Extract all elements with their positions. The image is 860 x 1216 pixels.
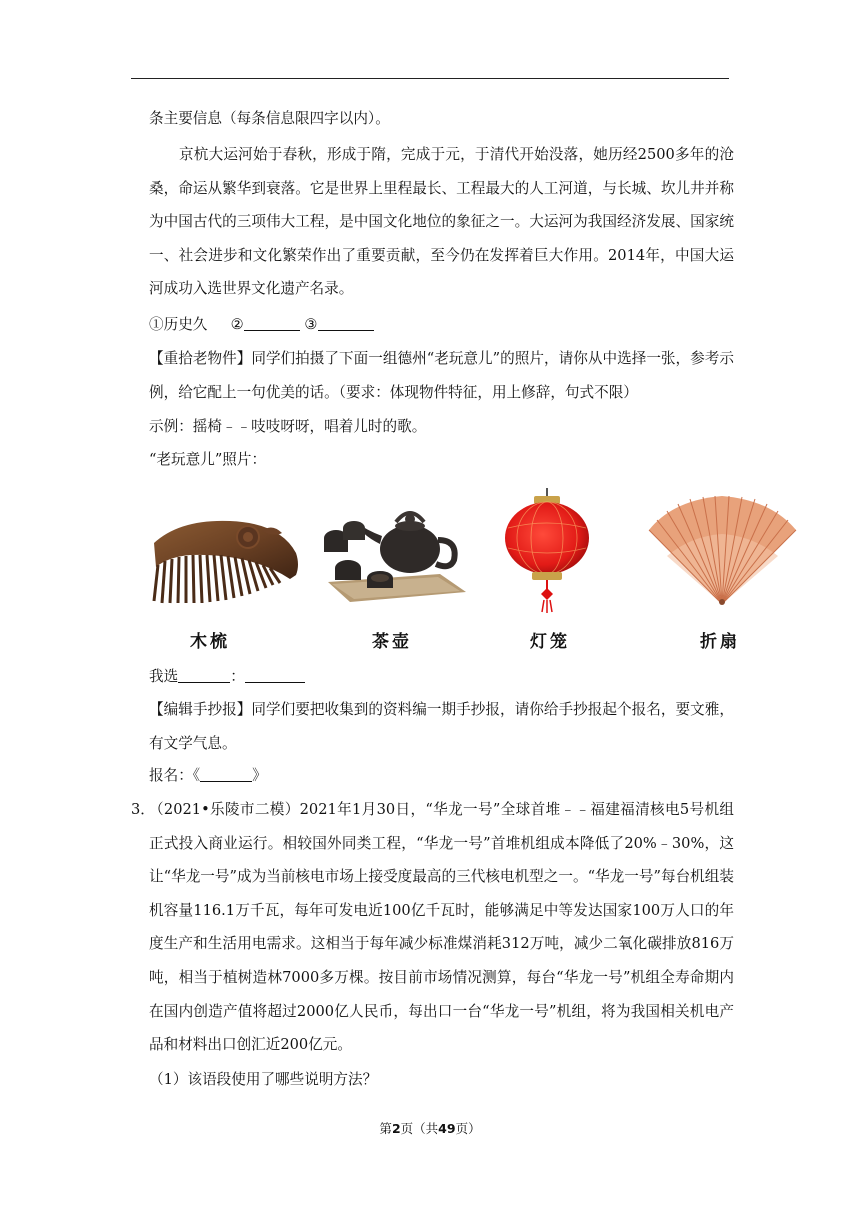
choose-colon: ： [230, 668, 245, 685]
newspaper-prompt [149, 693, 734, 760]
photos-label: “老玩意儿”照片： [149, 451, 267, 468]
caption-comb: 木梳 [190, 632, 230, 652]
question-3-sub1: （1）该语段使用了哪些说明方法？ [149, 1071, 378, 1088]
intro-line: 条主要信息（每条信息限四字以内）。 [149, 110, 390, 127]
newspaper-name-line [149, 759, 734, 793]
caption-teapot: 茶壶 [372, 632, 412, 652]
footer-pre: 第 [379, 1121, 392, 1136]
newspaper-text: 同学们要把收集到的资料编一期手抄报，请你给手抄报起个报名，要文雅，有文学气息。 [149, 701, 734, 752]
question-3-number: 3． [131, 801, 155, 818]
caption-lantern: 灯笼 [530, 632, 570, 652]
answer-2-label: ② [230, 316, 244, 333]
answer-1: ①历史久 [149, 316, 208, 333]
old-items-prompt [149, 342, 734, 409]
answer-3-blank[interactable] [318, 314, 374, 331]
choose-item-blank[interactable] [178, 666, 230, 683]
answer-line [149, 308, 734, 342]
choose-line [149, 660, 734, 694]
newspaper-heading: 【编辑手抄报】 [149, 701, 252, 718]
choose-sentence-blank[interactable] [245, 666, 305, 683]
comb-photo [150, 513, 300, 608]
footer-page-number: 2 [391, 1121, 401, 1136]
footer-mid: 页（共 [400, 1121, 439, 1136]
photo-row [150, 488, 800, 658]
page-footer [0, 1119, 860, 1137]
footer-total-pages: 49 [438, 1121, 456, 1136]
newspaper-name-blank[interactable] [200, 765, 252, 782]
header-rule [131, 78, 729, 79]
old-items-heading: 【重拾老物件】 [149, 350, 252, 367]
example-line: 示例：摇椅﹣﹣吱吱呀呀，唱着儿时的歌。 [149, 418, 427, 435]
footer-post: 页） [455, 1121, 481, 1136]
answer-3-label: ③ [304, 316, 318, 333]
old-items-text: 同学们拍摄了下面一组德州“老玩意儿”的照片，请你从中选择一张，参考示例，给它配上一句优美的话。（要求：体现物件特征，用上修辞，句式不限） [149, 350, 734, 401]
canal-paragraph: 京杭大运河始于春秋，形成于隋，完成于元，于清代开始没落，她历经2500多年的沧桑，命运从繁华到衰落。它是世界上里程最长、工程最大的人工河道，与长城、坎儿井并称为中国古代的三项伟大工程，是中国文化地位的象征之一。大运河为我国经济发展、国家统一、社会进步和文化繁荣作出了重要贡献，至今仍在发挥着巨大作用。2014年，中国大运河成功入选世界文化遗产名录。 [149, 146, 734, 298]
answer-2-blank[interactable] [244, 314, 300, 331]
newspaper-name-prefix: 报名：《 [149, 767, 201, 784]
choose-prefix: 我选 [149, 668, 179, 685]
caption-fan: 折扇 [700, 632, 740, 652]
newspaper-name-suffix: 》 [252, 767, 267, 784]
lantern-photo [502, 488, 592, 613]
teapot-photo [320, 504, 470, 604]
question-3-text: （2021•乐陵市二模）2021年1月30日，“华龙一号”全球首堆﹣﹣福建福清核电5号机组正式投入商业运行。相较国外同类工程，“华龙一号”首堆机组成本降低了20%﹣30%，这让“华龙一号”成为当前核电市场上接受度最高的三代核电机型之一。“华龙一号”每台机组装机容量116.1万千瓦，每年可发电近100亿千瓦时，能够满足中等发达国家100万人口的年度生产和生活用电需求。这相当于每年减少标准煤消耗312万吨，减少二氧化碳排放816万吨，相当于植树造林7000多万棵。按目前市场情况测算，每台“华龙一号”机组全寿命期内在国内创造产值将超过2000亿人民币，每出口一台“华龙一号”机组，将为我国相关机电产品和材料出口创汇近200亿元。 [149, 801, 734, 1054]
fan-photo [645, 492, 800, 610]
